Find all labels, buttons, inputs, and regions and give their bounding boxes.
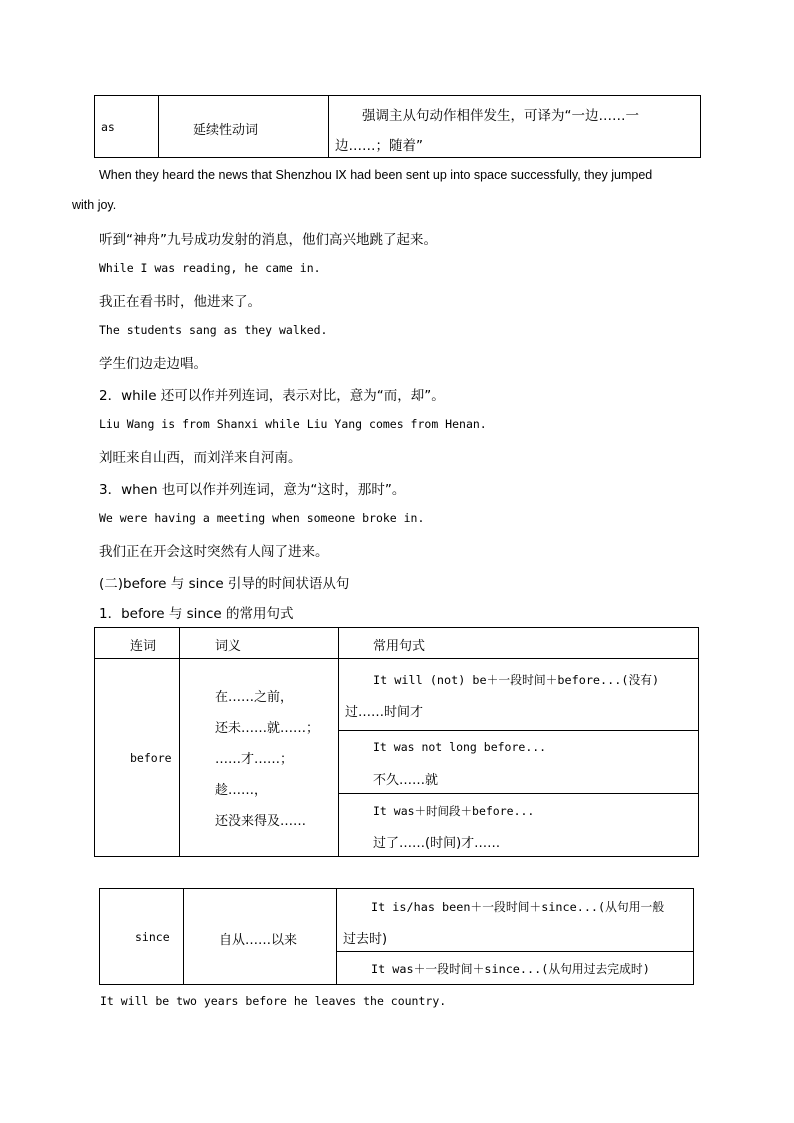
liuwang-zh: 刘旺来自山西，而刘洋来自河南。 bbox=[99, 450, 302, 466]
meeting-zh: 我们正在开会这时突然有人闯了进来。 bbox=[99, 544, 329, 560]
before-pattern-1-line1: It will (not) be＋一段时间＋before...(没有) bbox=[373, 673, 660, 687]
before-meaning-4: 趁……， bbox=[215, 783, 268, 798]
table-as-conj: as bbox=[101, 120, 115, 134]
shenzhou-en-line1: When they heard the news that Shenzhou Ⅸ had been sent up into space successfully, they jumped bbox=[99, 168, 653, 182]
before-pattern-3-line1: It was＋时间段＋before... bbox=[373, 804, 535, 818]
shenzhou-zh: 听到“神舟”九号成功发射的消息，他们高兴地跳了起来。 bbox=[99, 232, 437, 248]
section-heading: (二)before 与 since 引导的时间状语从句 bbox=[99, 576, 350, 592]
before-conj: before bbox=[130, 751, 172, 765]
since-pattern-1-line2: 过去时) bbox=[343, 932, 388, 947]
since-conj: since bbox=[135, 930, 170, 944]
subsection-heading: 1．before 与 since 的常用句式 bbox=[99, 606, 294, 622]
before-meaning-3: ……才……； bbox=[215, 752, 294, 767]
header-pattern: 常用句式 bbox=[373, 639, 426, 654]
before-pattern-3-line2: 过了……(时间)才…… bbox=[373, 836, 501, 851]
header-meaning: 词义 bbox=[215, 639, 242, 654]
point-2: 2．while 还可以作并列连词，表示对比，意为“而，却”。 bbox=[99, 388, 445, 404]
reading-zh: 我正在看书时，他进来了。 bbox=[99, 294, 261, 310]
before-pattern-2-line1: It was not long before... bbox=[373, 740, 547, 754]
since-pattern-2-line1: It was＋一段时间＋since...(从句用过去完成时) bbox=[371, 962, 650, 976]
walked-en: The students sang as they walked. bbox=[99, 323, 328, 337]
header-conj: 连词 bbox=[130, 639, 157, 654]
since-pattern-1-line1: It is/has been＋一段时间＋since...(从句用一般 bbox=[371, 900, 665, 914]
last-example-en: It will be two years before he leaves the country. bbox=[100, 994, 447, 1008]
meeting-en: We were having a meeting when someone broke in. bbox=[99, 511, 425, 525]
reading-en: While I was reading, he came in. bbox=[99, 261, 321, 275]
point-3: 3．when 也可以作并列连词，意为“这时，那时”。 bbox=[99, 482, 406, 498]
before-pattern-2-line2: 不久……就 bbox=[373, 773, 439, 788]
shenzhou-en-line2: with joy. bbox=[72, 198, 117, 212]
walked-zh: 学生们边走边唱。 bbox=[99, 356, 207, 372]
table-as-usage-line1: 强调主从句动作相伴发生，可译为“一边……一 bbox=[362, 108, 639, 124]
table-as-type: 延续性动词 bbox=[193, 123, 259, 138]
before-meaning-1: 在……之前， bbox=[215, 690, 294, 705]
liuwang-en: Liu Wang is from Shanxi while Liu Yang comes from Henan. bbox=[99, 417, 487, 431]
before-pattern-1-line2: 过……时间才 bbox=[345, 705, 424, 720]
before-meaning-5: 还没来得及…… bbox=[215, 814, 307, 829]
table-as-usage-line2: 边……；随着” bbox=[335, 138, 423, 154]
before-meaning-2: 还未……就……； bbox=[215, 721, 320, 736]
since-meaning: 自从……以来 bbox=[219, 933, 298, 948]
